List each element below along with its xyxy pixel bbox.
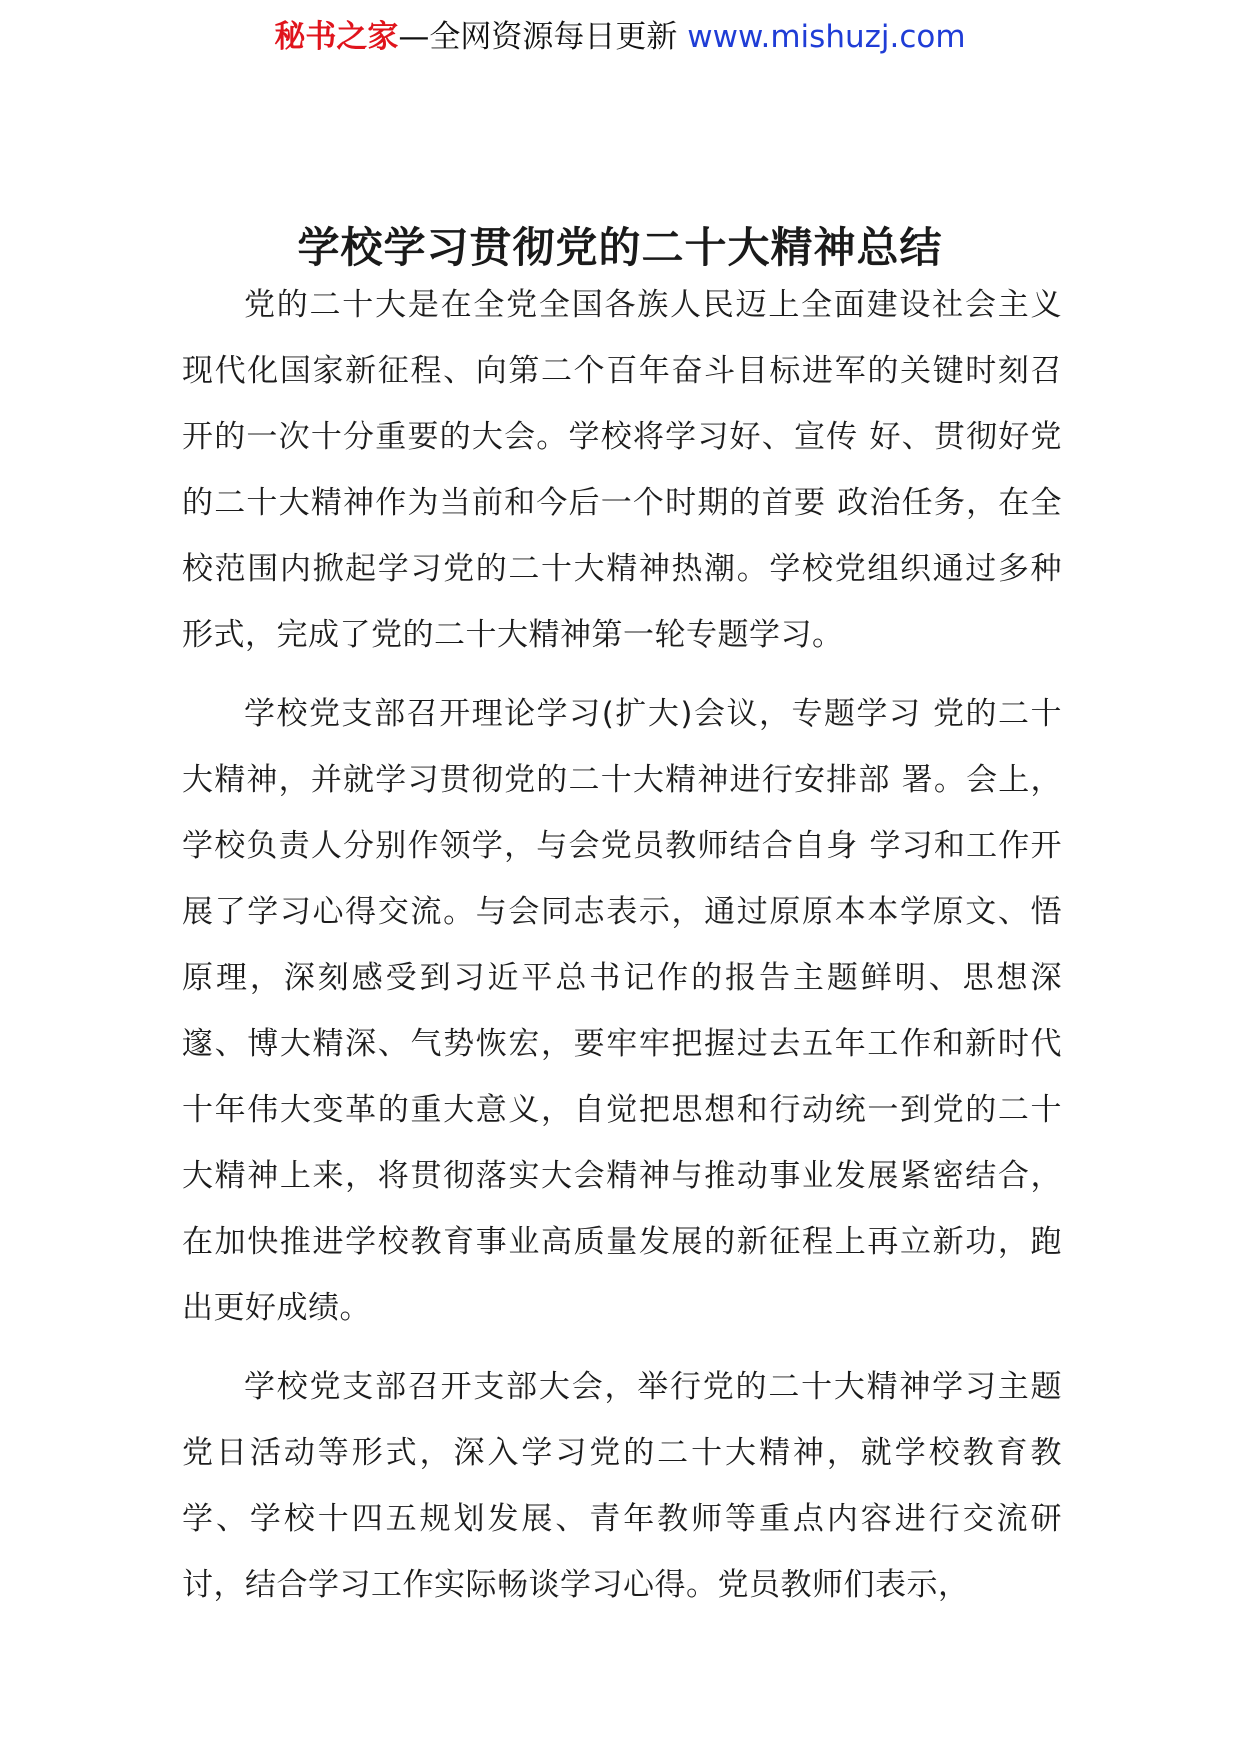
paragraph-3: 学校党支部召开支部大会，举行党的二十大精神学习主题党日活动等形式，深入学习党的二十大精神，就学校教育教学、学校十四五规划发展、青年教师等重点内容进行交流研讨，结合学习工作实际畅谈学习心得。党员教师们表示， [182,1369,1062,1603]
site-brand: 秘书之家 [274,19,399,55]
paragraph-1: 党的二十大是在全党全国各族人民迈上全面建设社会主义现代化国家新征程、向第二个百年奋斗目标进军的关键时刻召开的一次十分重要的大会。学校将学习好、宣传 好、贯彻好党的二十大精神作为当前和今后一个时期的首要 政治任务，在全校范围内掀起学习党的二十大精神热潮。学校党组织通过多种形式，完成了党的二十大精神第一轮专题学习。 [182,287,1062,653]
document-title: 学校学习贯彻党的二十大精神总结 [297,223,943,273]
site-url-link[interactable]: www.mishuzj.com [687,19,966,55]
site-header [0,14,1240,60]
site-tagline: —全网资源每日更新 [398,19,678,55]
paragraph-2: 学校党支部召开理论学习(扩大)会议，专题学习 党的二十大精神，并就学习贯彻党的二十大精神进行安排部 署。会上，学校负责人分别作领学，与会党员教师结合自身 学习和工作开展了学习心得交流。与会同志表示，通过原原本本学原文、悟原理，深刻感受到习近平总书记作的报告主题鲜明、思想深邃、博大精深、气势恢宏，要牢牢把握过去五年工作和新时代十年伟大变革的重大意义，自觉把思想和行动统一到党的二十大精神上来，将贯彻落实大会精神与推动事业发展紧密结合，在加快推进学校教育事业高质量发展的新征程上再立新功，跑出更好成绩。 [182,696,1062,1326]
document-body [182,272,1062,1631]
